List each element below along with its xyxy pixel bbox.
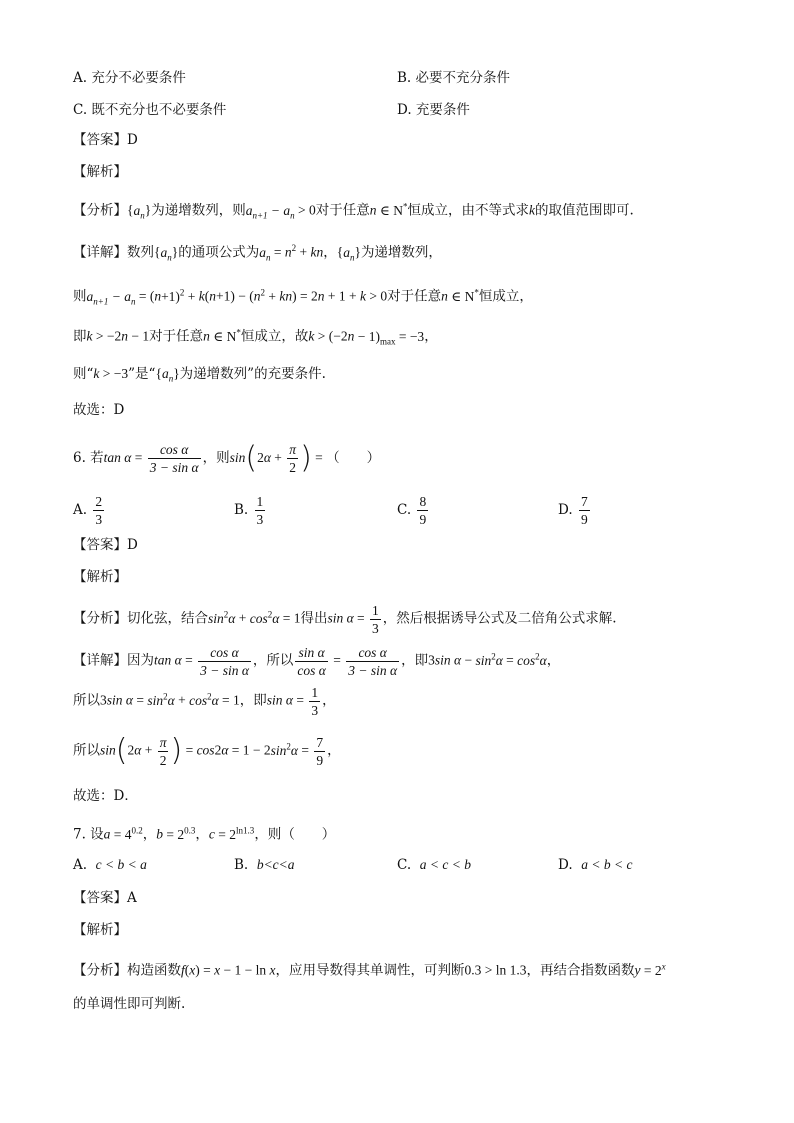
- q5-analysis: 【分析】$\{a_n\}$为递增数列，则$a_{n+1} - a_n > 0$对于任意n ∈ N*恒成立，由不等式求k的取值范围即可.: [73, 201, 634, 221]
- q5-detail-line4: 则“k > −3”是“$\{a_n\}$为递增数列”的充要条件.: [73, 366, 326, 384]
- q7-stem: 7. 设$a = 4^{0.2}$，$b = 2^{0.3}$，$c = 2^{ln1.3}$，则（ ）: [73, 825, 336, 843]
- q6-answer: 【答案】D: [73, 537, 138, 553]
- q5-option-b: B. 必要不充分条件: [397, 70, 511, 86]
- q5-detail-line1: 【详解】数列$\{a_n\}$的通项公式为$a_n = n^2$ + kn，$\{a_n\}$为递增数列，: [73, 243, 442, 263]
- q5-choose: 故选：D: [73, 402, 125, 418]
- q7-analysis-line2: 的单调性即可判断.: [73, 996, 186, 1012]
- q5-option-d: D. 充要条件: [397, 102, 470, 118]
- q5-answer: 【答案】D: [73, 132, 138, 148]
- q6-option-c: C. $\frac{8}{9}$: [397, 494, 427, 527]
- q5-option-a: A. 充分不必要条件: [73, 70, 186, 86]
- q5-jiexi: 【解析】: [73, 164, 127, 180]
- q6-option-b: B. $\frac{1}{3}$: [234, 494, 264, 527]
- q6-detail-line1: 【详解】因为tan α = $\frac{\text{cos α}}{\text{3 − sin α}}$ ，所以 $\frac{\text{sin α}}{\text{cos α}}$ = $\frac{\text{cos α}}{\text{3 − sin α}}$ ，即3sin $\alpha - \sin^2\alpha = \cos^2\alpha$，: [73, 644, 561, 678]
- q6-choose: 故选：D．: [73, 788, 138, 804]
- q7-option-d: D. a < b < c: [558, 857, 633, 873]
- q6-option-a: A. $\frac{2}{3}$: [73, 494, 103, 527]
- q6-detail-line2: 所以3sin $\alpha = \sin^2\alpha + \cos^2\alpha = 1$，即sin α = $\frac{1}{3}$ ，: [73, 684, 336, 718]
- q6-detail-line3: 所以sin(2α + $\frac{\pi}{2}$ ) = $\cos 2\alpha = 1 - 2\sin^2\alpha$ = $\frac{7}{9}$ ，: [73, 733, 341, 768]
- q5-detail-line3: 即k > −2n − 1对于任意n ∈ N*恒成立，故$k > (-2n - 1)_{max} = -3$，: [73, 327, 438, 347]
- q7-analysis-line1: 【分析】构造函数f(x) = x − 1 − ln x，应用导数得其单调性，可判断0.3 > ln 1.3，再结合指数函数$y = 2^x$: [73, 961, 666, 979]
- q7-answer: 【答案】A: [73, 890, 137, 906]
- q7-jiexi: 【解析】: [73, 922, 127, 938]
- q6-option-d: D. $\frac{7}{9}$: [558, 494, 588, 527]
- q6-stem: 6. 若tan α = $\frac{\text{cos α}}{\text{3 − sin α}}$ ，则sin(2α + $\frac{\pi}{2}$ ) = （ ）: [73, 440, 381, 476]
- q6-analysis: 【分析】切化弦，结合$\sin^2\alpha + \cos^2\alpha = 1$得出sin α = $\frac{1}{3}$ ，然后根据诱导公式及二倍角公式求解.: [73, 602, 617, 636]
- q5-option-c: C. 既不充分也不必要条件: [73, 102, 227, 118]
- q6-jiexi: 【解析】: [73, 569, 127, 585]
- q7-option-b: B. b<c<a: [234, 857, 295, 873]
- q7-option-c: C. a < c < b: [397, 857, 471, 873]
- q5-detail-line2: 则$a_{n+1} - a_n = (n+1)^2 + k(n+1) - (n^2 + kn) = 2n + 1 + k > 0$对于任意n ∈ N*恒成立，: [73, 287, 533, 307]
- q7-option-a: A. c < b < a: [73, 857, 147, 873]
